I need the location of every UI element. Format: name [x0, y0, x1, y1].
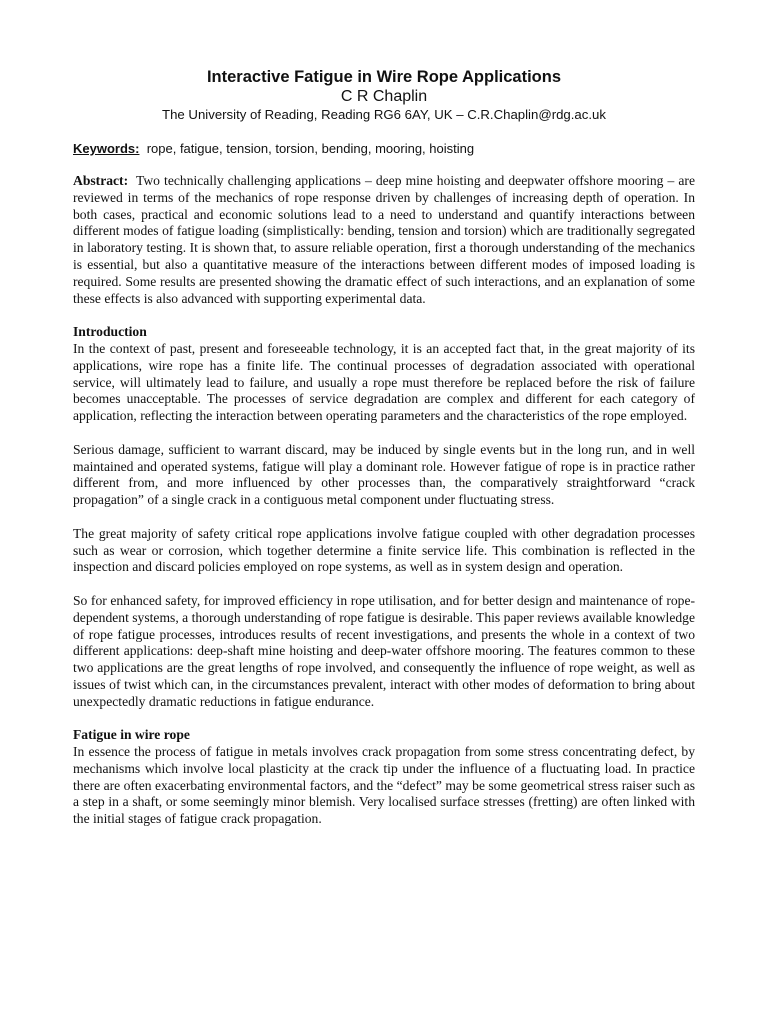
keywords-label: Keywords: [73, 141, 140, 156]
abstract-paragraph [73, 173, 695, 307]
fatigue-heading: Fatigue in wire rope [73, 727, 190, 743]
introduction-paragraph: The great majority of safety critical rope applications involve fatigue coupled with other degradation processes such as wear or corrosion, which together determine a finite service life. This combination is reflected in the inspection and discard policies employed on rope systems, as well as in system design and operation. [73, 525, 695, 575]
paper-title: Interactive Fatigue in Wire Rope Applications [206, 68, 562, 86]
keywords-line [73, 140, 695, 157]
introduction-section [73, 324, 695, 710]
introduction-heading: Introduction [73, 324, 147, 340]
author-affiliation: The University of Reading, Reading RG6 6AY, UK – C.R.Chaplin@rdg.ac.uk [162, 107, 606, 122]
fatigue-paragraph: In essence the process of fatigue in metals involves crack propagation from some stress concentrating defect, by mechanisms which involve local plasticity at the crack tip under the influence of a fluctuating load. In practice there are often exacerbating environmental factors, and the “defect” may be some geometrical stress raiser such as a step in a shaft, or some seemingly minor blemish. Very localised surface stresses (fretting) are often linked with the initial stages of fatigue crack propagation. [73, 744, 695, 827]
keywords-text: rope, fatigue, tension, torsion, bending, mooring, hoisting [146, 141, 475, 156]
introduction-paragraph: Serious damage, sufficient to warrant discard, may be induced by single events but in the long run, and in well maintained and operated systems, fatigue will play a dominant role. However fatigue of rope is in practice rather different from, and more influenced by other processes than, the comparatively straightforward “crack propagation” of a single crack in a contiguous metal component under fluctuating stress. [73, 441, 695, 508]
fatigue-section [73, 727, 695, 828]
abstract-text: Two technically challenging applications – deep mine hoisting and deepwater offshore mooring – are reviewed in terms of the mechanics of rope response driven by challenges of increasing depth of operation. In both cases, practical and economic solutions lead to a need to understand and quantify interactions between different modes of fatigue loading (simplistically: bending, tension and torsion) which are traditionally segregated in laboratory testing. It is shown that, to assure reliable operation, first a thorough understanding of the mechanics is essential, but also a quantitative measure of the interactions between different modes of imposed loading is required. Some results are presented showing the dramatic effect of such interactions, and an explanation of some these effects is also advanced with supporting experimental data. [73, 173, 695, 306]
introduction-paragraph: So for enhanced safety, for improved efficiency in rope utilisation, and for better design and maintenance of rope-dependent systems, a thorough understanding of rope fatigue is desirable. This paper reviews available knowledge of rope fatigue processes, introduces results of recent investigations, and presents the whole in a context of two different applications: deep-shaft mine hoisting and deep-water offshore mooring. The features common to these two applications are the great lengths of rope involved, and consequently the influence of rope weight, as well as issues of twist which can, in the circumstances prevalent, interact with other modes of deformation to bring about unexpectedly dramatic reductions in fatigue endurance. [73, 592, 695, 709]
author-name: C R Chaplin [340, 88, 428, 105]
introduction-paragraph: In the context of past, present and foreseeable technology, it is an accepted fact that, in the great majority of its applications, wire rope has a finite life. The continual processes of degradation associated with operational service, will ultimately lead to failure, and usually a rope must therefore be replaced before the risk of failure becomes unacceptable. The processes of service degradation are complex and different for each category of application, reflecting the interaction between operating parameters and the characteristics of the rope employed. [73, 340, 695, 424]
abstract-label: Abstract: [73, 173, 129, 188]
